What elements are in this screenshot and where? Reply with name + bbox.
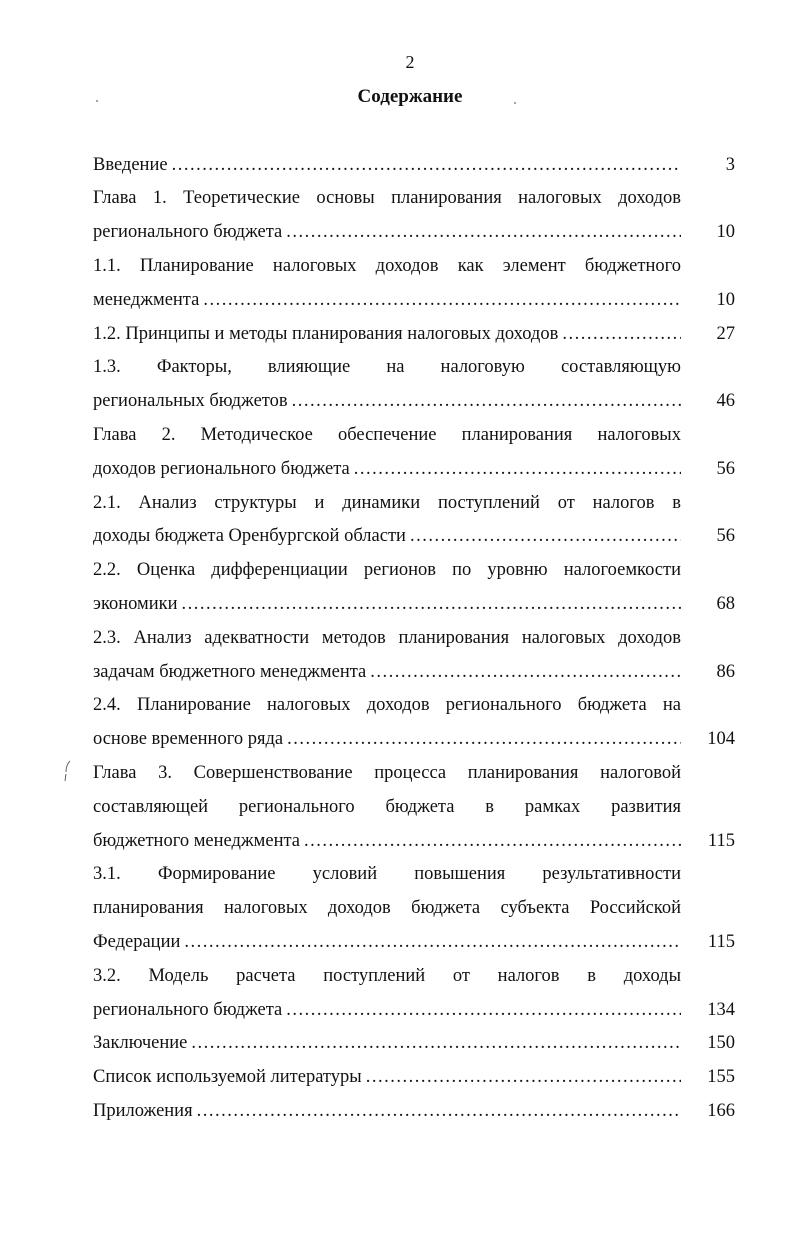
- toc-line: [93, 452, 735, 486]
- toc-entry-text: планирования налоговых доходов бюджета субъекта Российской: [93, 899, 681, 918]
- toc-line: [93, 824, 735, 858]
- toc-leader-dots: [191, 1034, 681, 1053]
- scan-speck: [514, 102, 516, 104]
- toc-leader-dots: [286, 223, 681, 242]
- toc-leader-dots: [410, 527, 681, 546]
- toc-leader-dots: [287, 730, 681, 749]
- toc-page-number: 104: [707, 729, 735, 750]
- toc-entry-text: бюджетного менеджмента: [93, 831, 301, 851]
- toc-entry-text-block: [93, 798, 681, 817]
- toc-entry-text: Приложения: [93, 1101, 193, 1121]
- toc-entry-text: экономики: [93, 595, 178, 614]
- toc-entry-text-block: [93, 1001, 681, 1020]
- toc-line: [93, 925, 735, 959]
- toc-line: [93, 418, 735, 452]
- toc-entry-text-block: [93, 189, 681, 208]
- toc-leader-dots: [203, 291, 681, 310]
- toc-leader-dots: [354, 460, 681, 479]
- toc-entry-text-block: [93, 899, 681, 918]
- toc-entry-text: Заключение: [93, 1034, 188, 1053]
- toc-entry-text: региональных бюджетов: [93, 392, 288, 411]
- toc-line: [93, 182, 735, 216]
- page-title: Содержание: [357, 86, 463, 107]
- toc-entry-text-block: [93, 663, 681, 682]
- toc-entry-text: 1.2. Принципы и методы планирования налоговых доходов: [93, 324, 559, 344]
- toc-line: [93, 858, 735, 892]
- toc-line: [93, 148, 735, 182]
- toc-entry-text: Глава 2. Методическое обеспечение планирования налоговых: [93, 426, 681, 445]
- toc-entry-text-block: [93, 967, 681, 986]
- toc-entry-text: Введение: [93, 155, 168, 175]
- toc-leader-dots: [292, 392, 681, 411]
- toc-leader-dots: [304, 832, 681, 851]
- toc-entry-text-block: [93, 595, 681, 614]
- toc-entry-text-block: [93, 1102, 681, 1121]
- toc-entry-text: менеджмента: [93, 290, 200, 310]
- toc-entry-text: задачам бюджетного менеджмента: [93, 662, 367, 682]
- toc-entry-text-block: [93, 764, 681, 783]
- toc-entry-text-block: [93, 223, 681, 242]
- toc-leader-dots: [366, 1068, 681, 1087]
- toc-line: [93, 756, 735, 790]
- toc-line: [93, 587, 735, 621]
- toc-line: [93, 790, 735, 824]
- toc-line: [93, 993, 735, 1027]
- toc-entry-text: составляющей регионального бюджета в рамках развития: [93, 797, 681, 817]
- toc-line: [93, 554, 735, 588]
- toc-entry-text-block: [93, 358, 681, 377]
- toc-entry-text-block: [93, 561, 681, 580]
- toc-leader-dots: [562, 325, 681, 344]
- toc-page-number: 3: [725, 154, 735, 175]
- toc-line: [93, 892, 735, 926]
- toc-line: [93, 959, 735, 993]
- toc-line: [93, 655, 735, 689]
- toc-line: [93, 621, 735, 655]
- toc-leader-dots: [172, 156, 681, 175]
- toc-entry-text: 2.4. Планирование налоговых доходов регионального бюджета на: [93, 696, 681, 715]
- toc-line: [93, 283, 735, 317]
- toc-entry-text-block: [93, 325, 681, 344]
- toc-entry-text-block: [93, 257, 681, 276]
- toc-entry-text-block: [93, 933, 681, 952]
- toc-entry-text-block: [93, 494, 681, 513]
- toc-entry-text-block: [93, 629, 681, 648]
- toc-entry-text-block: [93, 865, 681, 884]
- toc-entry-text: 2.3. Анализ адекватности методов планирования налоговых доходов: [93, 628, 681, 648]
- toc-entry-text: Федерации: [93, 932, 181, 952]
- toc-entry-text-block: [93, 527, 681, 546]
- toc-entry-text: Глава 1. Теоретические основы планирования налоговых доходов: [93, 189, 681, 208]
- toc-entry-text: Глава 3. Совершенствование процесса планирования налоговой: [93, 763, 681, 783]
- toc-line: [93, 689, 735, 723]
- toc-entry-text: регионального бюджета: [93, 223, 283, 242]
- toc-line: [93, 351, 735, 385]
- toc-entry-text: 2.1. Анализ структуры и динамики поступлений от налогов в: [93, 493, 681, 513]
- toc-entry-text: 3.1. Формирование условий повышения результативности: [93, 865, 681, 884]
- toc-entry-text: 1.3. Факторы, влияющие на налоговую составляющую: [93, 358, 681, 377]
- toc-leader-dots: [184, 933, 681, 952]
- toc-entry-text-block: [93, 1034, 681, 1053]
- toc-entry-text-block: [93, 460, 681, 479]
- toc-entry-text-block: [93, 392, 681, 411]
- toc-page-number: 56: [716, 526, 735, 547]
- toc-entry-text: Список используемой литературы: [93, 1068, 362, 1087]
- toc-page-number: 27: [716, 323, 735, 344]
- page-number: 2: [405, 52, 415, 72]
- toc-entry-text: 2.2. Оценка дифференциации регионов по уровню налогоемкости: [93, 561, 681, 580]
- toc-page-number: 115: [707, 931, 735, 952]
- toc-line: [93, 1027, 735, 1061]
- scan-speck: [96, 100, 98, 102]
- toc-page-number: 10: [716, 289, 735, 310]
- toc-entry-text: доходов регионального бюджета: [93, 459, 350, 479]
- toc-entry-text-block: [93, 730, 681, 749]
- toc-leader-dots: [286, 1001, 681, 1020]
- toc-page-number: 155: [707, 1067, 735, 1088]
- pencil-mark-icon: [64, 760, 72, 782]
- toc-page-number: 56: [716, 458, 735, 479]
- toc-page-number: 115: [707, 830, 735, 851]
- table-of-contents: [93, 148, 735, 1128]
- toc-page-number: 166: [707, 1100, 735, 1121]
- toc-line: [93, 216, 735, 250]
- toc-entry-text: 3.2. Модель расчета поступлений от налогов в доходы: [93, 966, 681, 986]
- toc-line: [93, 317, 735, 351]
- toc-line: [93, 385, 735, 419]
- toc-leader-dots: [197, 1102, 681, 1121]
- toc-entry-text: регионального бюджета: [93, 1000, 283, 1020]
- toc-line: [93, 520, 735, 554]
- toc-line: [93, 1094, 735, 1128]
- toc-page-number: 10: [716, 222, 735, 243]
- toc-entry-text-block: [93, 156, 681, 175]
- toc-leader-dots: [370, 663, 681, 682]
- toc-entry-text: доходы бюджета Оренбургской области: [93, 527, 406, 546]
- toc-leader-dots: [182, 595, 681, 614]
- toc-line: [93, 249, 735, 283]
- toc-page-number: 68: [716, 594, 735, 614]
- toc-page-number: 46: [716, 391, 735, 412]
- toc-entry-text-block: [93, 291, 681, 310]
- toc-page-number: 134: [707, 999, 735, 1020]
- toc-entry-text-block: [93, 832, 681, 851]
- toc-line: [93, 486, 735, 520]
- toc-entry-text-block: [93, 426, 681, 445]
- toc-page-number: 86: [716, 661, 735, 682]
- toc-line: [93, 1061, 735, 1095]
- toc-page-number: 150: [707, 1033, 735, 1054]
- toc-entry-text-block: [93, 696, 681, 715]
- toc-entry-text: 1.1. Планирование налоговых доходов как элемент бюджетного: [93, 257, 681, 276]
- toc-line: [93, 723, 735, 757]
- toc-entry-text: основе временного ряда: [93, 730, 284, 749]
- toc-entry-text-block: [93, 1068, 681, 1087]
